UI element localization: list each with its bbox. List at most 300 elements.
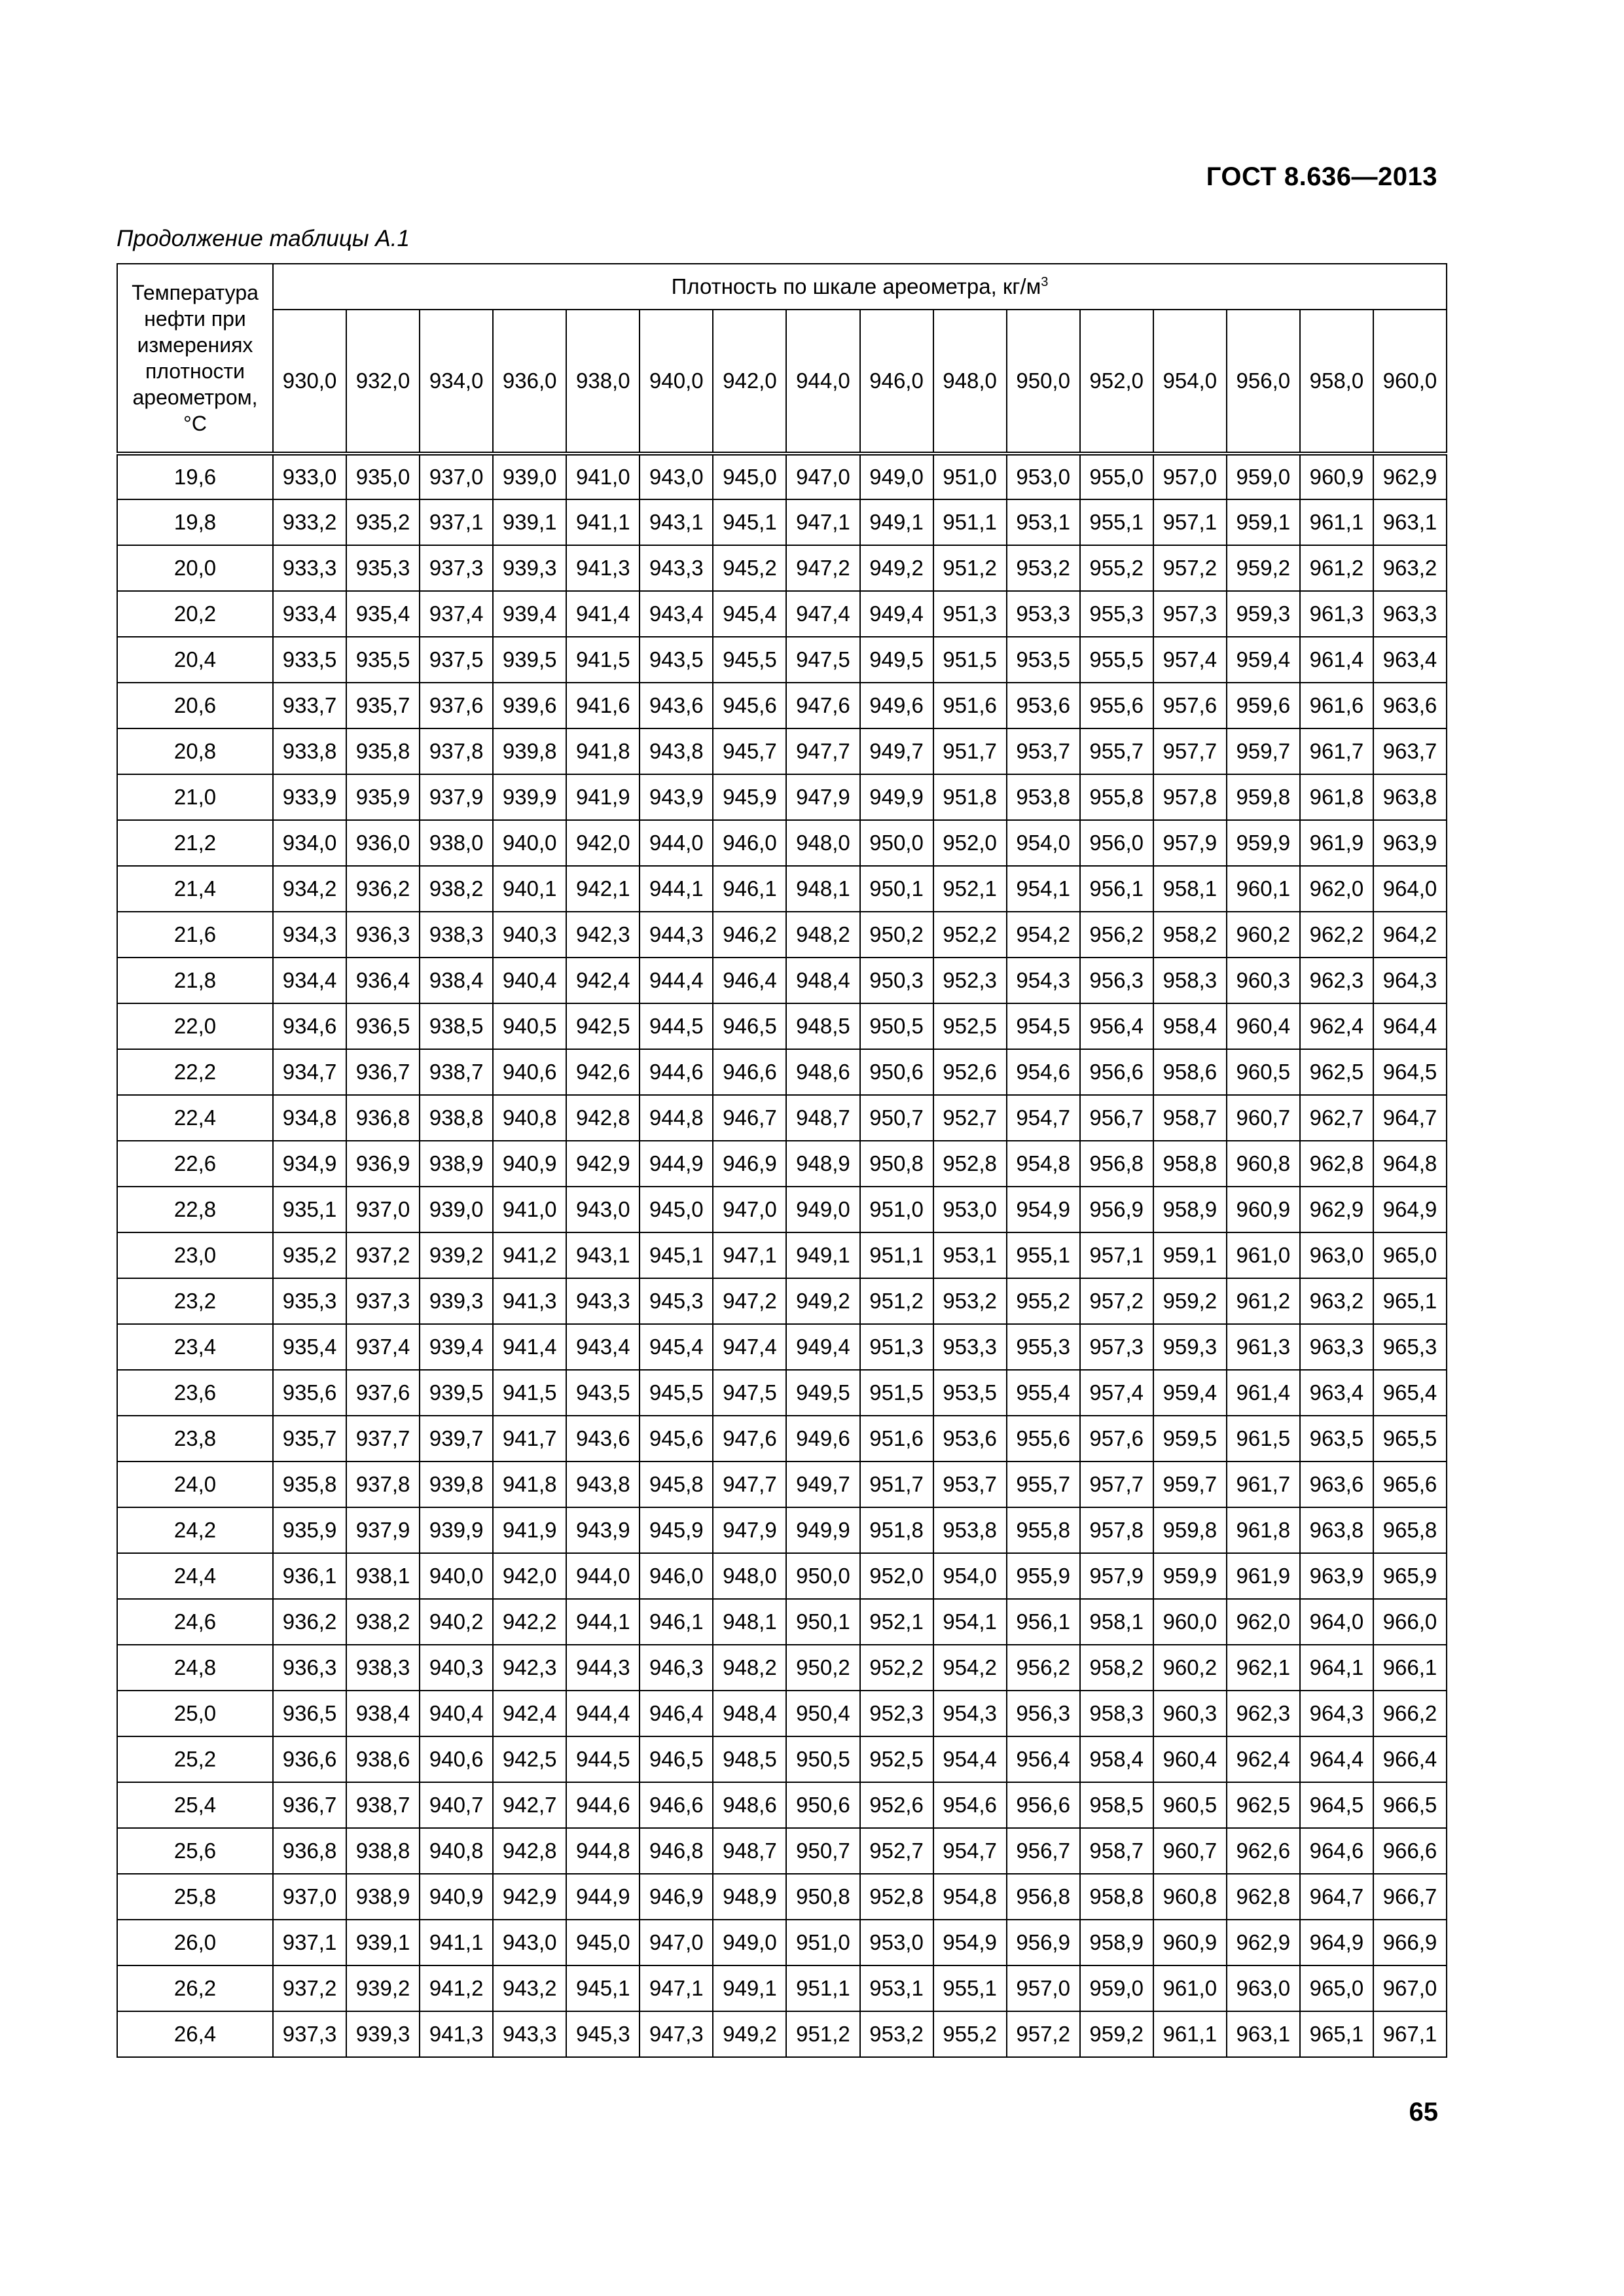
density-cell: 955,3 [1080,591,1153,637]
density-cell: 938,3 [346,1645,420,1691]
temperature-cell: 24,0 [117,1462,273,1507]
density-cell: 955,7 [1007,1462,1080,1507]
density-cell: 944,1 [566,1599,640,1645]
scale-reading-header: 954,0 [1153,310,1227,454]
density-cell: 956,1 [1007,1599,1080,1645]
table-row [117,958,1447,1003]
density-cell: 938,2 [346,1599,420,1645]
density-cell: 963,2 [1373,545,1447,591]
density-cell: 955,9 [1007,1553,1080,1599]
density-cell: 952,0 [860,1553,933,1599]
density-cell: 944,6 [566,1782,640,1828]
density-cell: 958,5 [1080,1782,1153,1828]
density-cell: 940,0 [420,1553,493,1599]
density-cell: 957,9 [1080,1553,1153,1599]
table-row [117,1003,1447,1049]
temperature-cell: 24,8 [117,1645,273,1691]
table-row [117,637,1447,683]
density-cell: 947,0 [640,1920,713,1965]
density-cell: 953,6 [1007,683,1080,728]
density-cell: 935,8 [346,728,420,774]
density-cell: 960,4 [1153,1736,1227,1782]
density-cell: 939,7 [420,1416,493,1462]
density-cell: 935,1 [273,1187,346,1232]
density-cell: 939,3 [420,1278,493,1324]
table-row [117,591,1447,637]
density-cell: 952,3 [933,958,1007,1003]
table-row [117,1462,1447,1507]
density-cell: 954,2 [933,1645,1007,1691]
density-cell: 949,1 [860,499,933,545]
density-cell: 936,2 [273,1599,346,1645]
density-cell: 951,5 [933,637,1007,683]
density-cell: 940,1 [493,866,566,912]
density-cell: 951,0 [786,1920,859,1965]
temperature-cell: 23,0 [117,1232,273,1278]
density-cell: 949,4 [786,1324,859,1370]
density-cell: 964,0 [1300,1599,1373,1645]
density-cell: 939,9 [493,774,566,820]
table-row [117,774,1447,820]
density-cell: 947,1 [713,1232,786,1278]
temperature-cell: 20,0 [117,545,273,591]
density-cell: 956,4 [1007,1736,1080,1782]
density-cell: 956,1 [1080,866,1153,912]
density-cell: 963,6 [1300,1462,1373,1507]
density-cell: 966,4 [1373,1736,1447,1782]
density-cell: 939,5 [420,1370,493,1416]
density-cell: 937,3 [273,2011,346,2057]
density-cell: 943,0 [566,1187,640,1232]
density-cell: 955,3 [1007,1324,1080,1370]
density-cell: 935,2 [346,499,420,545]
density-cell: 956,6 [1080,1049,1153,1095]
table-caption: Продолжение таблицы А.1 [117,226,410,251]
density-cell: 937,3 [346,1278,420,1324]
density-cell: 951,6 [860,1416,933,1462]
density-cell: 962,8 [1300,1141,1373,1187]
density-cell: 934,3 [273,912,346,958]
density-cell: 935,5 [346,637,420,683]
density-cell: 950,6 [860,1049,933,1095]
density-cell: 950,8 [860,1141,933,1187]
density-cell: 954,8 [1007,1141,1080,1187]
scale-reading-header: 938,0 [566,310,640,454]
density-cell: 933,9 [273,774,346,820]
density-cell: 966,2 [1373,1691,1447,1736]
density-cell: 951,1 [860,1232,933,1278]
density-cell: 937,0 [346,1187,420,1232]
table-row [117,499,1447,545]
table-row [117,1416,1447,1462]
density-cell: 940,8 [493,1095,566,1141]
density-cell: 952,6 [860,1782,933,1828]
density-cell: 940,7 [420,1782,493,1828]
density-cell: 964,7 [1300,1874,1373,1920]
density-cell: 957,6 [1153,683,1227,728]
density-cell: 942,5 [566,1003,640,1049]
density-cell: 935,8 [273,1462,346,1507]
density-cell: 963,0 [1227,1965,1300,2011]
density-cell: 934,8 [273,1095,346,1141]
density-cell: 943,0 [493,1920,566,1965]
density-cell: 963,6 [1373,683,1447,728]
density-cell: 936,5 [273,1691,346,1736]
density-cell: 953,1 [1007,499,1080,545]
density-cell: 964,0 [1373,866,1447,912]
density-cell: 947,6 [713,1416,786,1462]
density-cell: 961,1 [1300,499,1373,545]
density-cell: 959,7 [1153,1462,1227,1507]
density-cell: 941,2 [420,1965,493,2011]
density-cell: 955,1 [1007,1232,1080,1278]
density-cell: 954,7 [1007,1095,1080,1141]
density-cell: 949,0 [713,1920,786,1965]
density-cell: 954,0 [933,1553,1007,1599]
density-cell: 961,8 [1227,1507,1300,1553]
density-cell: 957,4 [1153,637,1227,683]
density-cell: 948,6 [713,1782,786,1828]
density-cell: 955,1 [933,1965,1007,2011]
density-cell: 956,9 [1080,1187,1153,1232]
density-cell: 949,5 [860,637,933,683]
density-cell: 943,3 [566,1278,640,1324]
density-cell: 941,8 [493,1462,566,1507]
density-cell: 953,3 [1007,591,1080,637]
density-cell: 952,6 [933,1049,1007,1095]
density-cell: 959,6 [1227,683,1300,728]
density-cell: 961,8 [1300,774,1373,820]
scale-reading-header: 942,0 [713,310,786,454]
density-cell: 957,1 [1153,499,1227,545]
density-cell: 964,8 [1373,1141,1447,1187]
density-cell: 962,7 [1300,1095,1373,1141]
density-cell: 954,9 [933,1920,1007,1965]
temperature-cell: 21,8 [117,958,273,1003]
density-cell: 934,9 [273,1141,346,1187]
density-cell: 957,4 [1080,1370,1153,1416]
density-cell: 950,6 [786,1782,859,1828]
density-cell: 953,0 [1007,454,1080,499]
density-cell: 938,0 [420,820,493,866]
density-cell: 943,9 [566,1507,640,1553]
density-cell: 964,1 [1300,1645,1373,1691]
density-cell: 959,8 [1153,1507,1227,1553]
density-cell: 939,1 [493,499,566,545]
density-cell: 939,6 [493,683,566,728]
density-cell: 951,7 [860,1462,933,1507]
density-cell: 943,2 [493,1965,566,2011]
density-cell: 961,1 [1153,2011,1227,2057]
density-cell: 960,9 [1300,454,1373,499]
density-cell: 943,1 [640,499,713,545]
temperature-cell: 23,2 [117,1278,273,1324]
density-cell: 959,0 [1080,1965,1153,2011]
density-cell: 950,3 [860,958,933,1003]
density-cell: 959,7 [1227,728,1300,774]
density-cell: 965,3 [1373,1324,1447,1370]
density-cell: 946,7 [713,1095,786,1141]
density-cell: 959,8 [1227,774,1300,820]
density-cell: 936,2 [346,866,420,912]
density-cell: 936,5 [346,1003,420,1049]
table-row [117,454,1447,499]
density-cell: 955,8 [1007,1507,1080,1553]
density-cell: 940,6 [493,1049,566,1095]
density-cell: 934,4 [273,958,346,1003]
density-cell: 935,7 [346,683,420,728]
density-cell: 963,4 [1373,637,1447,683]
density-cell: 942,8 [493,1828,566,1874]
temperature-cell: 24,2 [117,1507,273,1553]
density-cell: 945,3 [566,2011,640,2057]
density-cell: 961,7 [1300,728,1373,774]
temperature-cell: 20,8 [117,728,273,774]
density-cell: 960,9 [1227,1187,1300,1232]
density-cell: 964,2 [1373,912,1447,958]
density-cell: 946,5 [713,1003,786,1049]
density-cell: 953,0 [933,1187,1007,1232]
density-cell: 957,1 [1080,1232,1153,1278]
density-cell: 934,6 [273,1003,346,1049]
density-cell: 946,0 [640,1553,713,1599]
scale-reading-header: 930,0 [273,310,346,454]
density-cell: 966,6 [1373,1828,1447,1874]
density-cell: 945,5 [713,637,786,683]
density-cell: 960,2 [1153,1645,1227,1691]
density-cell: 938,4 [346,1691,420,1736]
density-cell: 965,1 [1373,1278,1447,1324]
temperature-cell: 26,0 [117,1920,273,1965]
density-cell: 938,2 [420,866,493,912]
density-cell: 962,6 [1227,1828,1300,1874]
table-row [117,1691,1447,1736]
density-cell: 943,4 [566,1324,640,1370]
density-cell: 960,7 [1153,1828,1227,1874]
density-cell: 949,2 [860,545,933,591]
density-cell: 937,8 [346,1462,420,1507]
density-cell: 959,0 [1227,454,1300,499]
density-cell: 947,2 [713,1278,786,1324]
table-row [117,1095,1447,1141]
density-cell: 948,0 [786,820,859,866]
density-cell: 957,0 [1007,1965,1080,2011]
scale-reading-header: 948,0 [933,310,1007,454]
density-cell: 953,2 [1007,545,1080,591]
density-cell: 948,0 [713,1553,786,1599]
density-cell: 961,3 [1227,1324,1300,1370]
density-cell: 950,0 [860,820,933,866]
density-cell: 960,8 [1227,1141,1300,1187]
temperature-cell: 19,8 [117,499,273,545]
density-cell: 945,3 [640,1278,713,1324]
density-cell: 951,3 [933,591,1007,637]
density-cell: 949,0 [860,454,933,499]
temperature-cell: 24,6 [117,1599,273,1645]
density-cell: 939,4 [493,591,566,637]
density-cell: 943,8 [640,728,713,774]
density-cell: 935,9 [273,1507,346,1553]
density-cell: 944,9 [566,1874,640,1920]
density-cell: 948,9 [786,1141,859,1187]
density-cell: 934,0 [273,820,346,866]
density-cell: 967,0 [1373,1965,1447,2011]
density-cell: 941,6 [566,683,640,728]
density-cell: 953,8 [1007,774,1080,820]
density-cell: 949,7 [786,1462,859,1507]
density-cell: 959,4 [1227,637,1300,683]
density-cell: 937,1 [420,499,493,545]
density-cell: 954,6 [1007,1049,1080,1095]
density-cell: 945,6 [640,1416,713,1462]
density-cell: 958,7 [1153,1095,1227,1141]
density-cell: 951,2 [786,2011,859,2057]
density-cell: 949,2 [713,2011,786,2057]
density-cell: 956,0 [1080,820,1153,866]
density-cell: 937,2 [346,1232,420,1278]
density-cell: 958,9 [1080,1920,1153,1965]
density-cell: 953,7 [1007,728,1080,774]
table-row [117,1370,1447,1416]
density-cell: 948,2 [713,1645,786,1691]
density-cell: 949,1 [786,1232,859,1278]
table-row [117,1920,1447,1965]
density-cell: 945,0 [566,1920,640,1965]
density-cell: 938,3 [420,912,493,958]
density-cell: 961,9 [1300,820,1373,866]
temperature-cell: 22,6 [117,1141,273,1187]
density-cell: 965,0 [1373,1232,1447,1278]
density-cell: 943,0 [640,454,713,499]
density-cell: 953,2 [933,1278,1007,1324]
density-cell: 959,4 [1153,1370,1227,1416]
density-cell: 941,5 [493,1370,566,1416]
density-cell: 947,9 [786,774,859,820]
density-cell: 941,9 [566,774,640,820]
density-cell: 942,6 [566,1049,640,1095]
density-cell: 963,8 [1373,774,1447,820]
density-cell: 962,2 [1300,912,1373,958]
density-cell: 946,3 [640,1645,713,1691]
density-cell: 948,7 [713,1828,786,1874]
density-cell: 962,3 [1300,958,1373,1003]
density-cell: 954,3 [933,1691,1007,1736]
density-cell: 937,9 [420,774,493,820]
temperature-cell: 21,4 [117,866,273,912]
density-cell: 935,4 [273,1324,346,1370]
density-unit-exponent: 3 [1041,275,1049,289]
density-cell: 962,1 [1227,1645,1300,1691]
density-cell: 944,0 [566,1553,640,1599]
density-cell: 955,2 [933,2011,1007,2057]
density-cell: 933,7 [273,683,346,728]
table-row [117,912,1447,958]
density-cell: 939,4 [420,1324,493,1370]
temperature-cell: 20,6 [117,683,273,728]
density-cell: 966,0 [1373,1599,1447,1645]
density-cell: 936,8 [346,1095,420,1141]
density-cell: 957,7 [1080,1462,1153,1507]
density-cell: 943,4 [640,591,713,637]
density-cell: 951,5 [860,1370,933,1416]
density-cell: 940,9 [493,1141,566,1187]
density-cell: 946,1 [640,1599,713,1645]
temperature-cell: 23,8 [117,1416,273,1462]
density-cell: 963,2 [1300,1278,1373,1324]
density-cell: 945,7 [713,728,786,774]
density-cell: 952,2 [933,912,1007,958]
density-cell: 944,3 [566,1645,640,1691]
density-cell: 951,2 [860,1278,933,1324]
density-cell: 953,5 [1007,637,1080,683]
density-cell: 945,9 [713,774,786,820]
density-cell: 937,0 [420,454,493,499]
density-cell: 934,2 [273,866,346,912]
density-cell: 956,2 [1080,912,1153,958]
density-cell: 944,5 [566,1736,640,1782]
density-cell: 949,9 [786,1507,859,1553]
temperature-cell: 20,2 [117,591,273,637]
density-cell: 954,5 [1007,1003,1080,1049]
density-cell: 952,5 [860,1736,933,1782]
table-row [117,1599,1447,1645]
density-cell: 958,8 [1153,1141,1227,1187]
density-cell: 948,7 [786,1095,859,1141]
scale-reading-header: 960,0 [1373,310,1447,454]
density-cell: 958,4 [1080,1736,1153,1782]
table-row [117,1645,1447,1691]
density-cell: 942,0 [493,1553,566,1599]
density-cell: 953,0 [860,1920,933,1965]
density-cell: 945,1 [640,1232,713,1278]
table-row [117,728,1447,774]
density-cell: 949,6 [786,1416,859,1462]
density-cell: 951,1 [786,1965,859,2011]
density-cell: 942,3 [566,912,640,958]
density-cell: 946,9 [640,1874,713,1920]
density-cell: 964,5 [1373,1049,1447,1095]
density-cell: 937,6 [420,683,493,728]
density-header [273,264,1447,310]
density-cell: 947,0 [713,1187,786,1232]
density-cell: 954,4 [933,1736,1007,1782]
table-row [117,2011,1447,2057]
density-cell: 944,4 [640,958,713,1003]
table-row [117,1965,1447,2011]
density-cell: 958,3 [1080,1691,1153,1736]
density-cell: 947,7 [713,1462,786,1507]
temperature-cell: 24,4 [117,1553,273,1599]
temperature-cell: 25,0 [117,1691,273,1736]
density-cell: 936,7 [273,1782,346,1828]
density-cell: 958,2 [1080,1645,1153,1691]
density-cell: 945,8 [640,1462,713,1507]
density-cell: 964,9 [1373,1187,1447,1232]
density-cell: 939,3 [493,545,566,591]
density-cell: 937,9 [346,1507,420,1553]
density-cell: 964,5 [1300,1782,1373,1828]
density-cell: 938,9 [420,1141,493,1187]
density-cell: 958,6 [1153,1049,1227,1095]
density-cell: 933,8 [273,728,346,774]
density-cell: 947,5 [713,1370,786,1416]
temperature-cell: 21,6 [117,912,273,958]
density-cell: 948,5 [713,1736,786,1782]
density-cell: 943,1 [566,1232,640,1278]
density-cell: 950,1 [786,1599,859,1645]
scale-reading-header: 944,0 [786,310,859,454]
density-cell: 961,0 [1153,1965,1227,2011]
